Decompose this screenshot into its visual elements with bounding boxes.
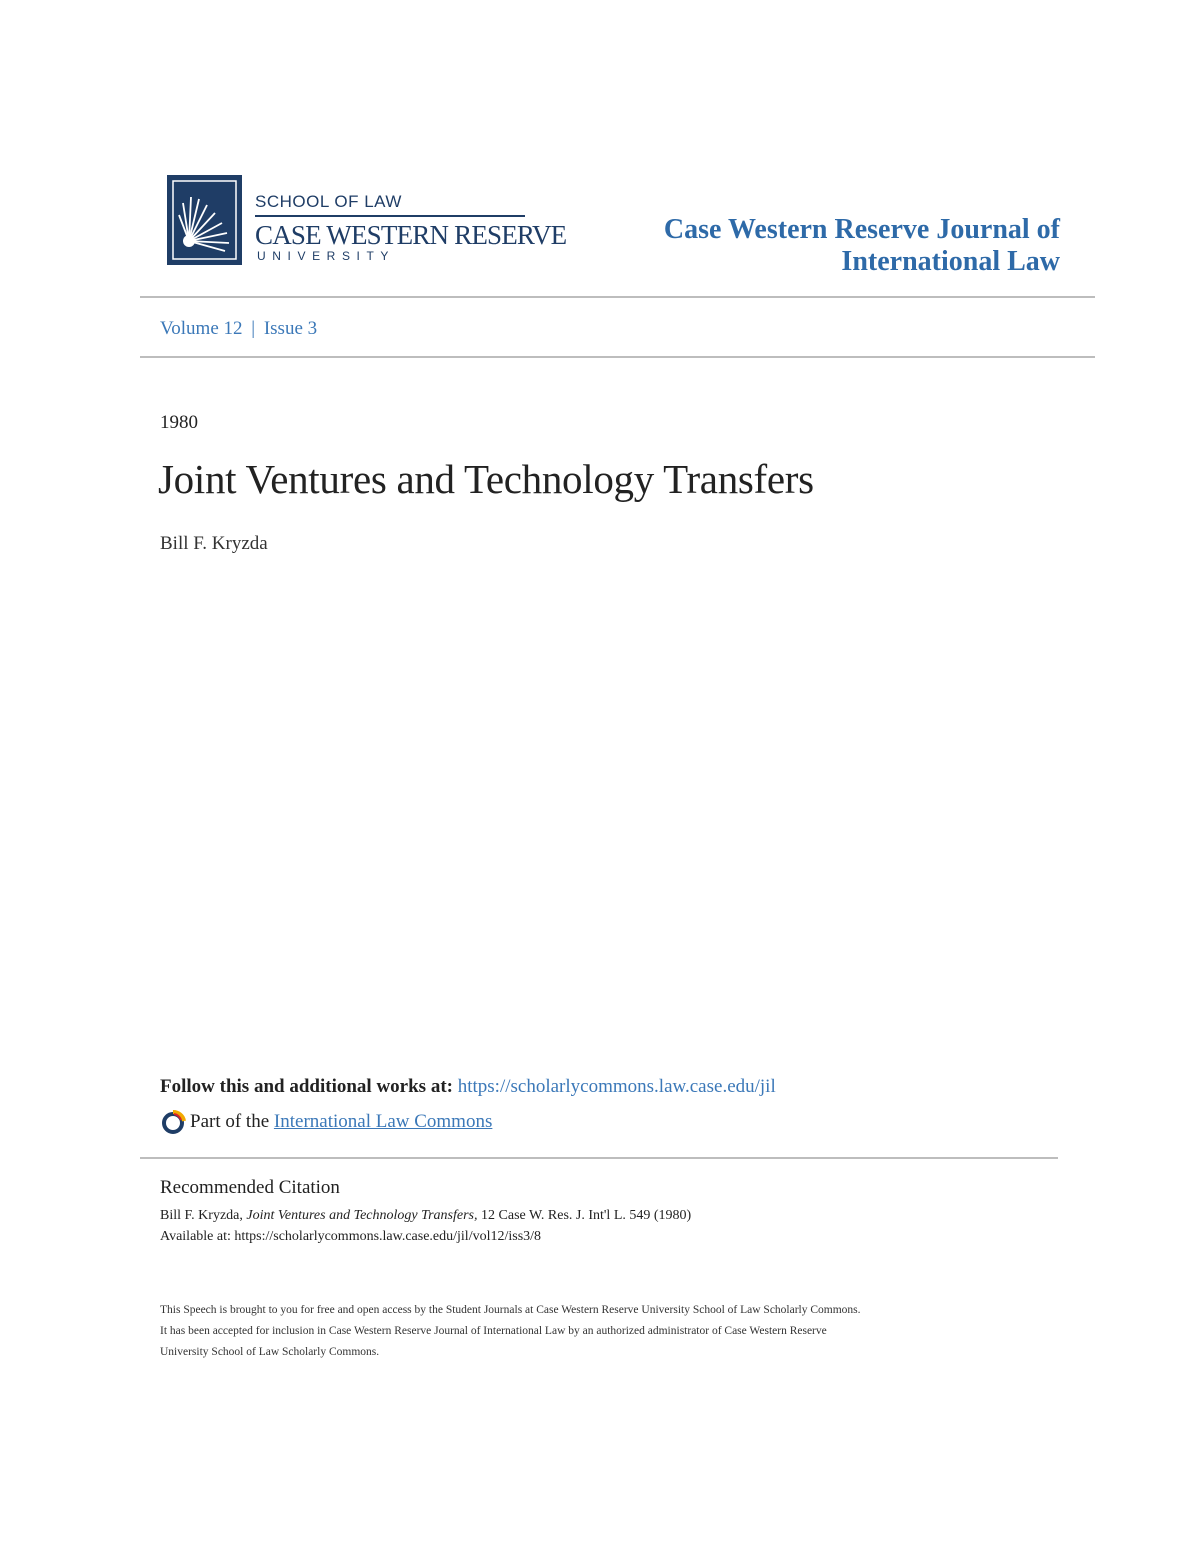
citation-author: Bill F. Kryzda, <box>160 1208 243 1223</box>
issue-link[interactable]: Issue 3 <box>263 318 318 339</box>
notice-line-1: This Speech is brought to you for free and open access by the Student Journals at Case Western Reserve University School of Law Scholarly Commons. <box>160 1304 861 1316</box>
journal-title-line2: International Law <box>841 246 1060 277</box>
starburst-logo-icon <box>167 175 242 265</box>
breadcrumb-separator: | <box>251 318 256 339</box>
citation-availability <box>160 1229 541 1245</box>
available-label: Available at: <box>160 1229 231 1244</box>
logo-divider <box>255 215 525 217</box>
available-url[interactable]: https://scholarlycommons.law.case.edu/jil/vol12/iss3/8 <box>234 1229 542 1244</box>
commons-link[interactable]: International Law Commons <box>273 1111 493 1132</box>
follow-line <box>160 1076 776 1098</box>
journal-title[interactable] <box>664 214 1060 278</box>
article-author: Bill F. Kryzda <box>160 533 268 554</box>
follow-link[interactable]: https://scholarlycommons.law.case.edu/jil <box>457 1076 776 1097</box>
logo-university-name: CASE WESTERN RESERVE <box>255 220 567 250</box>
citation-source: 12 Case W. Res. J. Int'l L. 549 (1980) <box>481 1208 692 1223</box>
logo-school-text: SCHOOL OF LAW <box>255 192 402 211</box>
follow-label: Follow this and additional works at: <box>160 1076 453 1097</box>
logo-university-word: UNIVERSITY <box>257 249 396 263</box>
notice-line-2: It has been accepted for inclusion in Case Western Reserve Journal of International Law by an authorized administrator of Case Western Reserve <box>160 1325 827 1337</box>
issue-breadcrumb <box>160 318 317 340</box>
part-of-prefix: Part of the <box>190 1111 270 1132</box>
header-divider-top <box>140 296 1095 298</box>
article-title: Joint Ventures and Technology Transfers <box>158 456 814 502</box>
citation-text <box>160 1208 691 1224</box>
citation-divider <box>140 1157 1058 1159</box>
access-notice <box>160 1300 1050 1363</box>
citation-title: Joint Ventures and Technology Transfers, <box>246 1208 478 1223</box>
bepress-commons-icon <box>160 1109 186 1135</box>
volume-link[interactable]: Volume 12 <box>160 318 243 339</box>
notice-line-3: University School of Law Scholarly Commons. <box>160 1346 380 1358</box>
publication-year: 1980 <box>160 412 198 433</box>
journal-title-line1: Case Western Reserve Journal of <box>663 214 1060 245</box>
part-of-line <box>160 1109 492 1135</box>
university-logo <box>167 175 567 267</box>
citation-heading: Recommended Citation <box>160 1177 340 1198</box>
header-divider-bottom <box>140 356 1095 358</box>
